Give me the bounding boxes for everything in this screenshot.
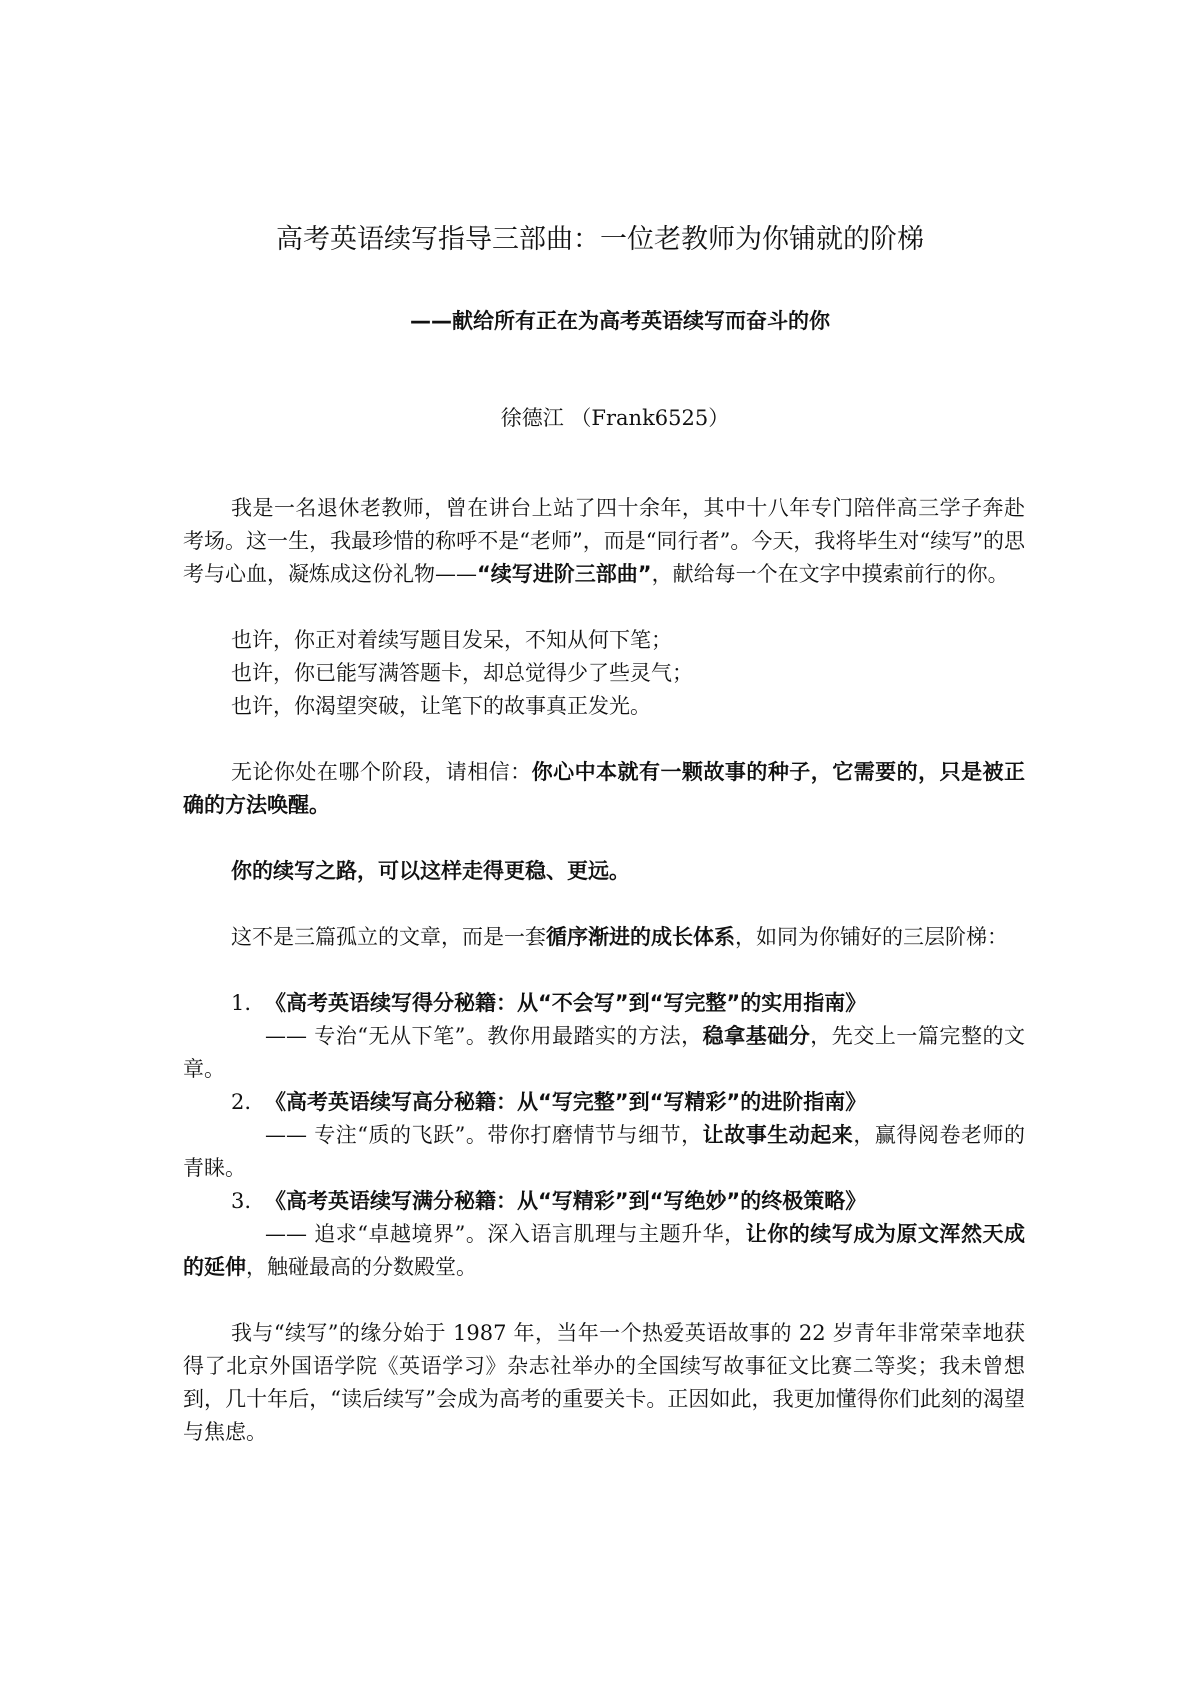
series-item-desc bbox=[183, 1218, 1025, 1284]
system-paragraph bbox=[183, 921, 1025, 954]
intro-paragraph bbox=[183, 492, 1025, 591]
belief-bold-text: 你心中本就有一颗故事的种子，它需要的，只是被正确的方法唤醒。 bbox=[183, 760, 1026, 817]
intro-bold-text: “续写进阶三部曲” bbox=[477, 562, 652, 586]
system-tail-text: ，如同为你铺好的三层阶梯： bbox=[735, 925, 1008, 949]
series-item-number: 2. bbox=[231, 1090, 252, 1114]
page-title: 高考英语续写指导三部曲：一位老教师为你铺就的阶梯 bbox=[276, 224, 924, 255]
series-desc-tail: ，赢得阅卷老师的青睐。 bbox=[183, 1123, 1026, 1180]
system-bold-text: 循序渐进的成长体系 bbox=[546, 925, 735, 949]
author-line: 徐德江 （Frank6525） bbox=[500, 406, 730, 430]
series-desc-lead: —— 专治“无从下笔”。教你用最踏实的方法， bbox=[265, 1024, 703, 1048]
document-body bbox=[183, 492, 1025, 1482]
series-desc-lead: —— 追求“卓越境界”。深入语言肌理与主题升华， bbox=[265, 1222, 746, 1246]
belief-paragraph bbox=[183, 756, 1025, 822]
closing-paragraph: 我与“续写”的缘分始于 1987 年，当年一个热爱英语故事的 22 岁青年非常荣幸地获得了北京外国语学院《英语学习》杂志社举办的全国续写故事征文比赛二等奖；我未曾想到，几十年后，“读后续写”会成为高考的重要关卡。正因如此，我更加懂得你们此刻的渴望与焦虑。 bbox=[183, 1321, 1025, 1444]
maybe-line: 也许，你已能写满答题卡，却总觉得少了些灵气； bbox=[231, 661, 693, 685]
series-item-name: 《高考英语续写高分秘籍：从“写完整”到“写精彩”的进阶指南》 bbox=[265, 1090, 867, 1114]
series-item-title bbox=[183, 1185, 1025, 1218]
series-item-number: 3. bbox=[231, 1189, 252, 1213]
series-item-name: 《高考英语续写得分秘籍：从“不会写”到“写完整”的实用指南》 bbox=[265, 991, 867, 1015]
series-desc-bold: 稳拿基础分 bbox=[702, 1024, 811, 1048]
series-desc-bold: 让你的续写成为原文浑然天成的延伸 bbox=[183, 1222, 1025, 1279]
series-desc-lead: —— 专注“质的飞跃”。带你打磨情节与细节， bbox=[265, 1123, 703, 1147]
series-list bbox=[183, 987, 1025, 1284]
intro-text: 我是一名退休老教师，曾在讲台上站了四十余年，其中十八年专门陪伴高三学子奔赴考场。这一生，我最珍惜的称呼不是“老师”，而是“同行者”。今天，我将毕生对“续写”的思考与心血，凝炼成这份礼物—— bbox=[183, 496, 1025, 586]
series-desc-tail: ，先交上一篇完整的文章。 bbox=[183, 1024, 1026, 1081]
path-statement: 你的续写之路，可以这样走得更稳、更远。 bbox=[231, 859, 630, 883]
series-desc-bold: 让故事生动起来 bbox=[702, 1123, 854, 1147]
series-item-number: 1. bbox=[231, 991, 252, 1015]
page-subtitle: ——献给所有正在为高考英语续写而奋斗的你 bbox=[410, 309, 830, 333]
maybe-line: 也许，你渴望突破，让笔下的故事真正发光。 bbox=[231, 694, 651, 718]
maybe-line: 也许，你正对着续写题目发呆，不知从何下笔； bbox=[231, 628, 672, 652]
series-item-title bbox=[183, 987, 1025, 1020]
series-item-title bbox=[183, 1086, 1025, 1119]
belief-lead-text: 无论你处在哪个阶段，请相信： bbox=[231, 760, 532, 784]
series-item-name: 《高考英语续写满分秘籍：从“写精彩”到“写绝妙”的终极策略》 bbox=[265, 1189, 867, 1213]
system-lead-text: 这不是三篇孤立的文章，而是一套 bbox=[231, 925, 546, 949]
series-item-desc bbox=[183, 1119, 1025, 1185]
maybe-lines bbox=[183, 624, 1025, 723]
series-item-desc bbox=[183, 1020, 1025, 1086]
intro-tail-text: ，献给每一个在文字中摸索前行的你。 bbox=[651, 562, 1009, 586]
series-desc-tail: ，触碰最高的分数殿堂。 bbox=[246, 1255, 477, 1279]
